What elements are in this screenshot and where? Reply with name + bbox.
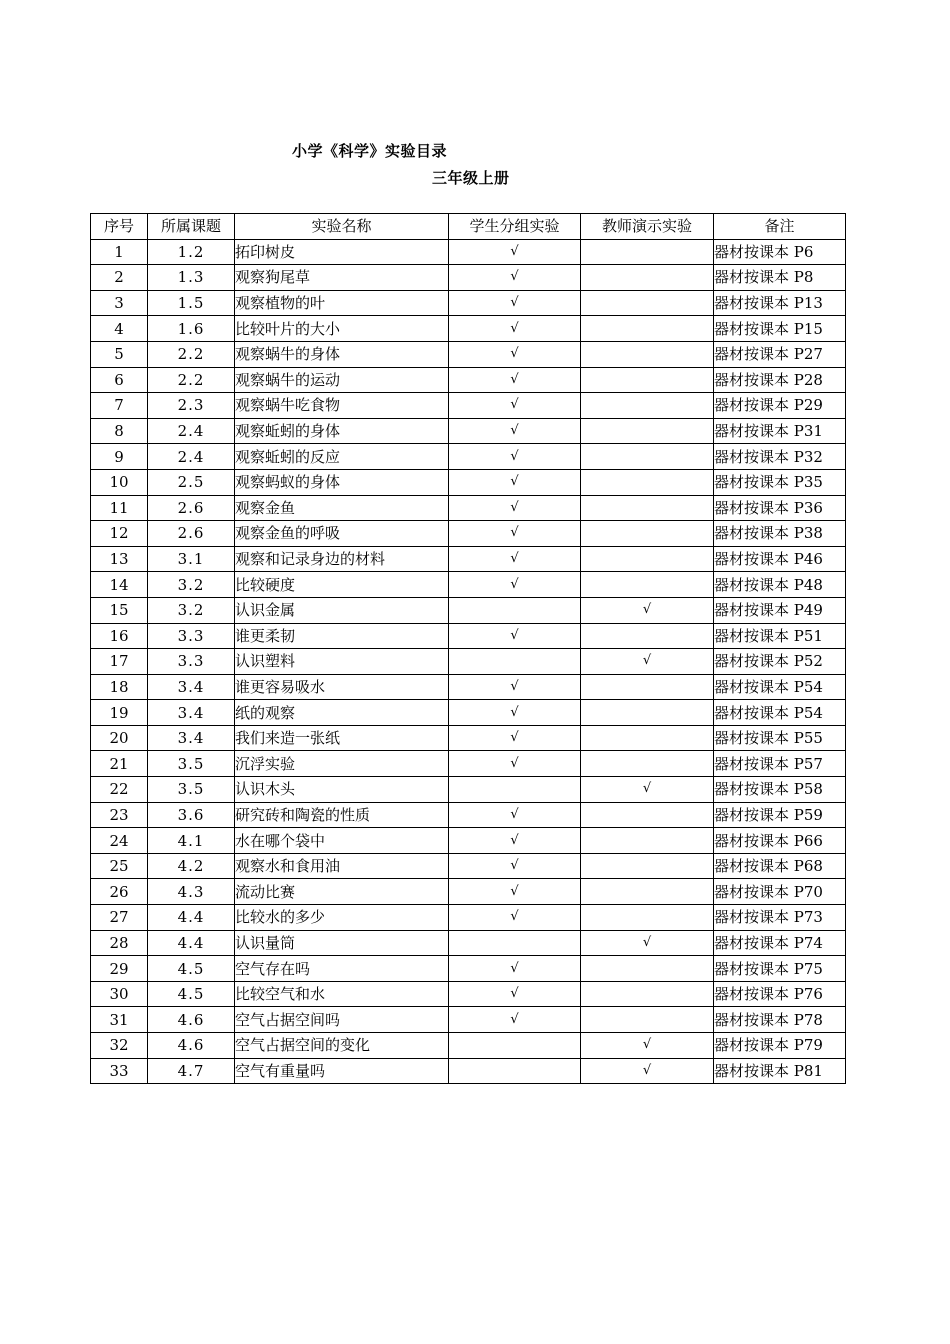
cell-remarks: 器材按课本 P29 bbox=[714, 393, 846, 419]
cell-teacher-demo bbox=[581, 725, 714, 751]
cell-experiment-name: 纸的观察 bbox=[235, 700, 449, 726]
table-body bbox=[91, 239, 846, 1084]
cell-serial-no: 10 bbox=[91, 469, 148, 495]
table-row bbox=[91, 981, 846, 1007]
cell-student-group bbox=[449, 597, 581, 623]
cell-experiment-name: 沉浮实验 bbox=[235, 751, 449, 777]
table-row bbox=[91, 316, 846, 342]
cell-remarks: 器材按课本 P70 bbox=[714, 879, 846, 905]
cell-experiment-name: 水在哪个袋中 bbox=[235, 828, 449, 854]
cell-remarks: 器材按课本 P8 bbox=[714, 265, 846, 291]
cell-student-group: √ bbox=[449, 341, 581, 367]
table-row bbox=[91, 265, 846, 291]
cell-remarks: 器材按课本 P75 bbox=[714, 956, 846, 982]
cell-teacher-demo bbox=[581, 1007, 714, 1033]
cell-experiment-name: 观察金鱼的呼吸 bbox=[235, 521, 449, 547]
cell-topic: 3.2 bbox=[148, 597, 235, 623]
table-row bbox=[91, 700, 846, 726]
cell-serial-no: 28 bbox=[91, 930, 148, 956]
cell-remarks: 器材按课本 P38 bbox=[714, 521, 846, 547]
table-row bbox=[91, 597, 846, 623]
cell-serial-no: 25 bbox=[91, 853, 148, 879]
table-row bbox=[91, 418, 846, 444]
cell-student-group: √ bbox=[449, 828, 581, 854]
cell-experiment-name: 观察蜗牛的身体 bbox=[235, 341, 449, 367]
table-row bbox=[91, 341, 846, 367]
cell-experiment-name: 认识量筒 bbox=[235, 930, 449, 956]
cell-student-group: √ bbox=[449, 546, 581, 572]
cell-topic: 2.4 bbox=[148, 444, 235, 470]
header-student-group: 学生分组实验 bbox=[449, 214, 581, 240]
cell-experiment-name: 比较硬度 bbox=[235, 572, 449, 598]
cell-remarks: 器材按课本 P66 bbox=[714, 828, 846, 854]
cell-teacher-demo bbox=[581, 495, 714, 521]
cell-student-group: √ bbox=[449, 418, 581, 444]
cell-topic: 3.2 bbox=[148, 572, 235, 598]
cell-serial-no: 26 bbox=[91, 879, 148, 905]
cell-experiment-name: 观察金鱼 bbox=[235, 495, 449, 521]
table-row bbox=[91, 469, 846, 495]
cell-serial-no: 24 bbox=[91, 828, 148, 854]
cell-teacher-demo bbox=[581, 981, 714, 1007]
cell-experiment-name: 认识木头 bbox=[235, 777, 449, 803]
cell-teacher-demo bbox=[581, 751, 714, 777]
cell-topic: 4.6 bbox=[148, 1007, 235, 1033]
header-experiment-name: 实验名称 bbox=[235, 214, 449, 240]
cell-student-group: √ bbox=[449, 265, 581, 291]
cell-teacher-demo bbox=[581, 956, 714, 982]
cell-remarks: 器材按课本 P48 bbox=[714, 572, 846, 598]
cell-topic: 4.5 bbox=[148, 981, 235, 1007]
cell-experiment-name: 谁更柔韧 bbox=[235, 623, 449, 649]
header-remarks: 备注 bbox=[714, 214, 846, 240]
cell-teacher-demo bbox=[581, 290, 714, 316]
experiment-table bbox=[90, 213, 846, 1084]
cell-topic: 4.7 bbox=[148, 1058, 235, 1084]
cell-serial-no: 20 bbox=[91, 725, 148, 751]
table-row bbox=[91, 1007, 846, 1033]
cell-teacher-demo bbox=[581, 623, 714, 649]
table-row bbox=[91, 725, 846, 751]
cell-experiment-name: 流动比赛 bbox=[235, 879, 449, 905]
cell-serial-no: 33 bbox=[91, 1058, 148, 1084]
cell-topic: 3.4 bbox=[148, 725, 235, 751]
cell-student-group: √ bbox=[449, 393, 581, 419]
cell-topic: 4.1 bbox=[148, 828, 235, 854]
cell-topic: 4.4 bbox=[148, 905, 235, 931]
table-row bbox=[91, 444, 846, 470]
cell-remarks: 器材按课本 P36 bbox=[714, 495, 846, 521]
table-row bbox=[91, 495, 846, 521]
cell-experiment-name: 谁更容易吸水 bbox=[235, 674, 449, 700]
cell-experiment-name: 认识塑料 bbox=[235, 649, 449, 675]
cell-topic: 2.2 bbox=[148, 367, 235, 393]
cell-topic: 1.6 bbox=[148, 316, 235, 342]
cell-student-group: √ bbox=[449, 905, 581, 931]
table-row bbox=[91, 853, 846, 879]
cell-remarks: 器材按课本 P68 bbox=[714, 853, 846, 879]
cell-topic: 3.4 bbox=[148, 700, 235, 726]
cell-topic: 3.5 bbox=[148, 751, 235, 777]
table-row bbox=[91, 1058, 846, 1084]
cell-remarks: 器材按课本 P27 bbox=[714, 341, 846, 367]
cell-remarks: 器材按课本 P73 bbox=[714, 905, 846, 931]
cell-student-group: √ bbox=[449, 751, 581, 777]
cell-student-group: √ bbox=[449, 725, 581, 751]
cell-serial-no: 15 bbox=[91, 597, 148, 623]
cell-teacher-demo bbox=[581, 469, 714, 495]
cell-student-group: √ bbox=[449, 367, 581, 393]
cell-remarks: 器材按课本 P54 bbox=[714, 674, 846, 700]
cell-topic: 1.3 bbox=[148, 265, 235, 291]
cell-teacher-demo: √ bbox=[581, 1058, 714, 1084]
cell-remarks: 器材按课本 P58 bbox=[714, 777, 846, 803]
cell-serial-no: 12 bbox=[91, 521, 148, 547]
cell-teacher-demo bbox=[581, 905, 714, 931]
cell-topic: 3.1 bbox=[148, 546, 235, 572]
table-row bbox=[91, 623, 846, 649]
cell-topic: 3.4 bbox=[148, 674, 235, 700]
cell-experiment-name: 观察水和食用油 bbox=[235, 853, 449, 879]
header-topic: 所属课题 bbox=[148, 214, 235, 240]
cell-experiment-name: 比较空气和水 bbox=[235, 981, 449, 1007]
cell-serial-no: 8 bbox=[91, 418, 148, 444]
cell-topic: 2.6 bbox=[148, 521, 235, 547]
cell-student-group: √ bbox=[449, 700, 581, 726]
cell-topic: 2.5 bbox=[148, 469, 235, 495]
document-title: 小学《科学》实验目录 bbox=[292, 142, 448, 160]
cell-student-group: √ bbox=[449, 290, 581, 316]
cell-topic: 3.6 bbox=[148, 802, 235, 828]
table-row bbox=[91, 751, 846, 777]
cell-experiment-name: 观察蜗牛的运动 bbox=[235, 367, 449, 393]
table-row bbox=[91, 802, 846, 828]
table-row bbox=[91, 1033, 846, 1059]
cell-topic: 4.3 bbox=[148, 879, 235, 905]
table-row bbox=[91, 828, 846, 854]
table-header-row bbox=[91, 214, 846, 240]
cell-student-group: √ bbox=[449, 495, 581, 521]
cell-experiment-name: 空气有重量吗 bbox=[235, 1058, 449, 1084]
table-row bbox=[91, 905, 846, 931]
cell-serial-no: 14 bbox=[91, 572, 148, 598]
cell-teacher-demo bbox=[581, 265, 714, 291]
cell-student-group bbox=[449, 1058, 581, 1084]
cell-topic: 1.5 bbox=[148, 290, 235, 316]
cell-topic: 2.2 bbox=[148, 341, 235, 367]
cell-student-group: √ bbox=[449, 521, 581, 547]
cell-teacher-demo bbox=[581, 546, 714, 572]
cell-serial-no: 11 bbox=[91, 495, 148, 521]
cell-topic: 4.4 bbox=[148, 930, 235, 956]
cell-experiment-name: 观察植物的叶 bbox=[235, 290, 449, 316]
document-subtitle: 三年级上册 bbox=[432, 169, 510, 187]
cell-remarks: 器材按课本 P51 bbox=[714, 623, 846, 649]
cell-remarks: 器材按课本 P55 bbox=[714, 725, 846, 751]
cell-experiment-name: 认识金属 bbox=[235, 597, 449, 623]
table-row bbox=[91, 546, 846, 572]
cell-remarks: 器材按课本 P13 bbox=[714, 290, 846, 316]
cell-serial-no: 6 bbox=[91, 367, 148, 393]
cell-topic: 4.5 bbox=[148, 956, 235, 982]
cell-teacher-demo bbox=[581, 521, 714, 547]
cell-teacher-demo bbox=[581, 393, 714, 419]
cell-serial-no: 2 bbox=[91, 265, 148, 291]
cell-teacher-demo bbox=[581, 444, 714, 470]
cell-experiment-name: 观察蚂蚁的身体 bbox=[235, 469, 449, 495]
cell-student-group: √ bbox=[449, 469, 581, 495]
cell-remarks: 器材按课本 P52 bbox=[714, 649, 846, 675]
cell-teacher-demo bbox=[581, 828, 714, 854]
cell-serial-no: 18 bbox=[91, 674, 148, 700]
cell-teacher-demo bbox=[581, 316, 714, 342]
cell-remarks: 器材按课本 P6 bbox=[714, 239, 846, 265]
cell-topic: 3.5 bbox=[148, 777, 235, 803]
cell-remarks: 器材按课本 P54 bbox=[714, 700, 846, 726]
table-row bbox=[91, 674, 846, 700]
cell-student-group: √ bbox=[449, 674, 581, 700]
cell-experiment-name: 比较水的多少 bbox=[235, 905, 449, 931]
cell-serial-no: 3 bbox=[91, 290, 148, 316]
cell-serial-no: 5 bbox=[91, 341, 148, 367]
cell-serial-no: 1 bbox=[91, 239, 148, 265]
table-row bbox=[91, 930, 846, 956]
cell-remarks: 器材按课本 P57 bbox=[714, 751, 846, 777]
table-row bbox=[91, 239, 846, 265]
cell-serial-no: 31 bbox=[91, 1007, 148, 1033]
cell-remarks: 器材按课本 P46 bbox=[714, 546, 846, 572]
cell-teacher-demo: √ bbox=[581, 597, 714, 623]
cell-experiment-name: 观察狗尾草 bbox=[235, 265, 449, 291]
cell-remarks: 器材按课本 P15 bbox=[714, 316, 846, 342]
cell-remarks: 器材按课本 P74 bbox=[714, 930, 846, 956]
cell-experiment-name: 空气占据空间的变化 bbox=[235, 1033, 449, 1059]
cell-remarks: 器材按课本 P76 bbox=[714, 981, 846, 1007]
cell-experiment-name: 我们来造一张纸 bbox=[235, 725, 449, 751]
cell-student-group: √ bbox=[449, 981, 581, 1007]
cell-topic: 1.2 bbox=[148, 239, 235, 265]
cell-experiment-name: 观察蜗牛吃食物 bbox=[235, 393, 449, 419]
cell-teacher-demo: √ bbox=[581, 1033, 714, 1059]
cell-topic: 4.6 bbox=[148, 1033, 235, 1059]
cell-student-group bbox=[449, 777, 581, 803]
cell-serial-no: 32 bbox=[91, 1033, 148, 1059]
cell-remarks: 器材按课本 P32 bbox=[714, 444, 846, 470]
cell-serial-no: 7 bbox=[91, 393, 148, 419]
cell-serial-no: 9 bbox=[91, 444, 148, 470]
table-row bbox=[91, 572, 846, 598]
cell-remarks: 器材按课本 P78 bbox=[714, 1007, 846, 1033]
cell-teacher-demo bbox=[581, 802, 714, 828]
table-row bbox=[91, 393, 846, 419]
cell-topic: 2.3 bbox=[148, 393, 235, 419]
cell-serial-no: 16 bbox=[91, 623, 148, 649]
cell-teacher-demo bbox=[581, 700, 714, 726]
cell-teacher-demo: √ bbox=[581, 649, 714, 675]
table-row bbox=[91, 777, 846, 803]
table-row bbox=[91, 879, 846, 905]
cell-serial-no: 4 bbox=[91, 316, 148, 342]
cell-teacher-demo bbox=[581, 674, 714, 700]
cell-student-group: √ bbox=[449, 316, 581, 342]
cell-teacher-demo: √ bbox=[581, 930, 714, 956]
cell-serial-no: 13 bbox=[91, 546, 148, 572]
cell-student-group: √ bbox=[449, 1007, 581, 1033]
cell-remarks: 器材按课本 P35 bbox=[714, 469, 846, 495]
cell-remarks: 器材按课本 P31 bbox=[714, 418, 846, 444]
cell-remarks: 器材按课本 P59 bbox=[714, 802, 846, 828]
cell-student-group: √ bbox=[449, 956, 581, 982]
table-row bbox=[91, 367, 846, 393]
cell-experiment-name: 观察蚯蚓的身体 bbox=[235, 418, 449, 444]
cell-student-group bbox=[449, 649, 581, 675]
cell-serial-no: 30 bbox=[91, 981, 148, 1007]
cell-topic: 2.6 bbox=[148, 495, 235, 521]
cell-student-group: √ bbox=[449, 879, 581, 905]
cell-teacher-demo bbox=[581, 879, 714, 905]
cell-remarks: 器材按课本 P28 bbox=[714, 367, 846, 393]
cell-teacher-demo bbox=[581, 853, 714, 879]
cell-student-group: √ bbox=[449, 623, 581, 649]
cell-teacher-demo bbox=[581, 239, 714, 265]
cell-remarks: 器材按课本 P79 bbox=[714, 1033, 846, 1059]
cell-experiment-name: 观察蚯蚓的反应 bbox=[235, 444, 449, 470]
table-row bbox=[91, 956, 846, 982]
cell-teacher-demo bbox=[581, 367, 714, 393]
cell-serial-no: 23 bbox=[91, 802, 148, 828]
cell-experiment-name: 观察和记录身边的材料 bbox=[235, 546, 449, 572]
cell-teacher-demo bbox=[581, 418, 714, 444]
header-teacher-demo: 教师演示实验 bbox=[581, 214, 714, 240]
cell-topic: 2.4 bbox=[148, 418, 235, 444]
cell-student-group: √ bbox=[449, 572, 581, 598]
cell-student-group: √ bbox=[449, 853, 581, 879]
cell-experiment-name: 空气占据空间吗 bbox=[235, 1007, 449, 1033]
cell-topic: 4.2 bbox=[148, 853, 235, 879]
cell-student-group bbox=[449, 930, 581, 956]
table-row bbox=[91, 649, 846, 675]
cell-student-group: √ bbox=[449, 444, 581, 470]
cell-experiment-name: 拓印树皮 bbox=[235, 239, 449, 265]
cell-teacher-demo bbox=[581, 341, 714, 367]
cell-teacher-demo bbox=[581, 572, 714, 598]
cell-student-group: √ bbox=[449, 802, 581, 828]
cell-serial-no: 19 bbox=[91, 700, 148, 726]
cell-student-group bbox=[449, 1033, 581, 1059]
cell-serial-no: 21 bbox=[91, 751, 148, 777]
cell-topic: 3.3 bbox=[148, 623, 235, 649]
table-row bbox=[91, 290, 846, 316]
cell-remarks: 器材按课本 P81 bbox=[714, 1058, 846, 1084]
table-row bbox=[91, 521, 846, 547]
cell-serial-no: 27 bbox=[91, 905, 148, 931]
cell-experiment-name: 研究砖和陶瓷的性质 bbox=[235, 802, 449, 828]
cell-experiment-name: 比较叶片的大小 bbox=[235, 316, 449, 342]
cell-serial-no: 29 bbox=[91, 956, 148, 982]
header-serial-no: 序号 bbox=[91, 214, 148, 240]
cell-serial-no: 17 bbox=[91, 649, 148, 675]
cell-teacher-demo: √ bbox=[581, 777, 714, 803]
cell-student-group: √ bbox=[449, 239, 581, 265]
cell-topic: 3.3 bbox=[148, 649, 235, 675]
cell-remarks: 器材按课本 P49 bbox=[714, 597, 846, 623]
cell-serial-no: 22 bbox=[91, 777, 148, 803]
cell-experiment-name: 空气存在吗 bbox=[235, 956, 449, 982]
